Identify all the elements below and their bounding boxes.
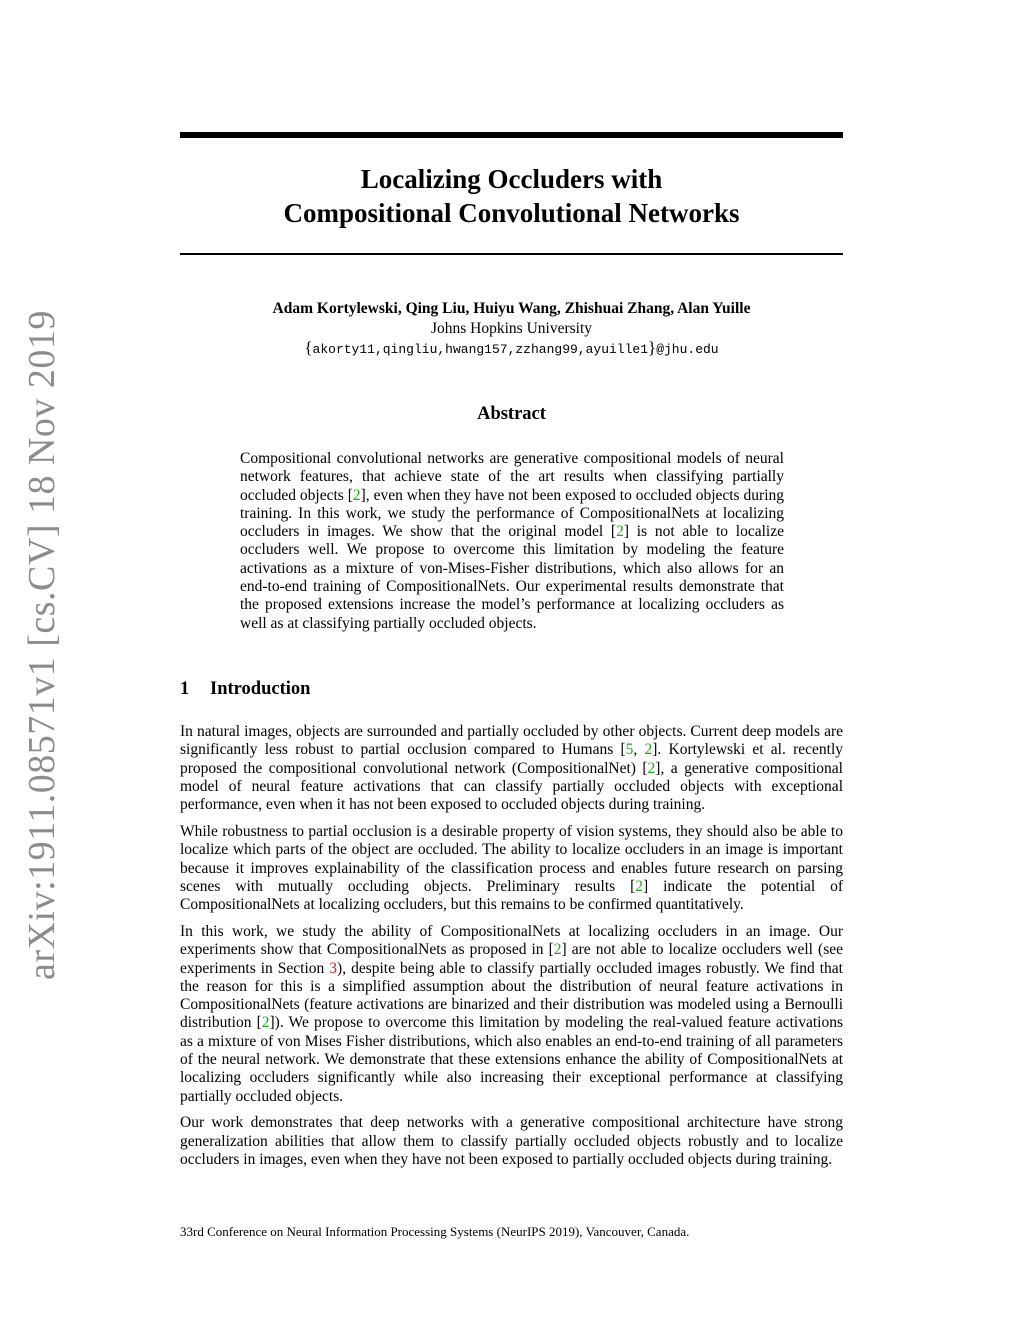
conference-footnote: 33rd Conference on Neural Information Processing Systems (NeurIPS 2019), Vancouver, Canada.	[180, 1224, 690, 1239]
intro-text-part: In this work, we study the ability of CompositionalNets at localizing occluders in an image. Our experiments show that CompositionalNets as proposed in [	[180, 922, 843, 959]
intro-paragraph-2	[180, 823, 843, 914]
introduction-body	[180, 723, 843, 1178]
abstract-text-part: Compositional convolutional networks are generative compositional models of neural network features, that achieve state of the art results when classifying partially occluded objects [	[240, 450, 784, 504]
intro-text-part: ] indicate the potential of CompositionalNets at localizing occluders, but this remains to be confirmed quantitatively.	[180, 877, 843, 914]
citation-link[interactable]: 5	[625, 741, 634, 759]
intro-paragraph-4	[180, 1114, 843, 1169]
intro-text-part: ]). We propose to overcome this limitation by modeling the real-valued feature activations as a mixture of von Mises Fisher distributions, which also enables an end-to-end training of all parameters of the neural network. We demonstrate that these extensions enhance the ability of CompositionalNets at localizing occluders significantly while also increasing their exceptional performance at classifying partially occluded objects.	[180, 1014, 843, 1105]
citation-link[interactable]: 2	[647, 759, 656, 777]
citation-link[interactable]: 2	[261, 1014, 270, 1032]
citation-link[interactable]: 2	[352, 486, 361, 504]
author-list: Adam Kortylewski, Qing Liu, Huiyu Wang, Zhishuai Zhang, Alan Yuille	[272, 300, 751, 317]
email-brace-open: {	[304, 338, 313, 357]
intro-paragraph-3	[180, 923, 843, 1106]
paper-title	[180, 162, 843, 230]
section-heading-introduction	[180, 677, 310, 701]
citation-link[interactable]: 2	[644, 741, 653, 759]
intro-text-part: ], a generative compositional model of neural feature activations that can classify partially occluded objects with exceptional performance, even when it has not been exposed to occluded objects during training.	[180, 759, 843, 814]
email-domain: @jhu.edu	[656, 342, 719, 357]
intro-paragraph-1	[180, 723, 843, 814]
abstract-text-part: ], even when they have not been exposed to occluded objects during training. In this work, we study the performance of CompositionalNets at localizing occluders in images. We show that the original model [	[240, 486, 784, 541]
section-reference-link[interactable]: 3	[329, 959, 338, 977]
intro-text-part: ]. Kortylewski et al. recently proposed the compositional convolutional network (CompositionalNet) [	[180, 741, 843, 777]
title-line-2: Compositional Convolutional Networks	[283, 198, 740, 228]
author-emails	[180, 338, 843, 360]
title-rule-top	[180, 132, 843, 138]
citation-link[interactable]: 2	[553, 941, 562, 959]
intro-text-part: Our work demonstrates that deep networks with a generative compositional architecture have strong generalization abilities that allow them to classify partially occluded objects robustly and to localize occluders in images, even when they have not been exposed to partially occluded objects during training.	[180, 1114, 843, 1169]
affiliation: Johns Hopkins University	[430, 320, 593, 337]
abstract-heading: Abstract	[477, 404, 546, 424]
intro-text-part: ), despite being able to classify partially occluded images robustly. We find that the reason for this is a simplified assumption about the distribution of neural feature activations in CompositionalNets (feature activations are binarized and their distribution was modeled using a Bernoulli distribution [	[180, 959, 843, 1032]
section-title: Introduction	[210, 679, 311, 699]
arxiv-stamp: arXiv:1911.08571v1 [cs.CV] 18 Nov 2019	[21, 310, 63, 980]
section-number: 1	[180, 679, 190, 699]
email-users: akorty11,qingliu,hwang157,zzhang99,ayuille1	[312, 342, 649, 357]
abstract-text-part: ] is not able to localize occluders well. We propose to overcome this limitation by modeling the feature activations as a mixture of von-Mises-Fisher distributions, which also allows for an end-to-end training of CompositionalNets. Our experimental results demonstrate that the proposed extensions increase the model’s performance at localizing occluders as well as at classifying partially occluded objects.	[240, 523, 784, 632]
intro-text-part: ,	[633, 741, 645, 759]
intro-text-part: In natural images, objects are surrounded and partially occluded by other objects. Current deep models are significantly less robust to partial occlusion compared to Humans [	[180, 723, 843, 759]
email-brace-close: }	[648, 338, 657, 357]
intro-text-part: ] are not able to localize occluders well (see experiments in Section	[180, 941, 843, 977]
intro-text-part: While robustness to partial occlusion is a desirable property of vision systems, they should also be able to localize which parts of the object are occluded. The ability to localize occluders in an image is important because it improves explainability of the classification process and enables future research on parsing scenes with mutually occluding objects. Preliminary results [	[180, 822, 843, 895]
abstract-text	[240, 450, 784, 633]
citation-link[interactable]: 2	[616, 523, 624, 541]
citation-link[interactable]: 2	[635, 877, 644, 895]
title-rule-bottom	[180, 253, 843, 255]
title-line-1: Localizing Occluders with	[360, 164, 663, 194]
